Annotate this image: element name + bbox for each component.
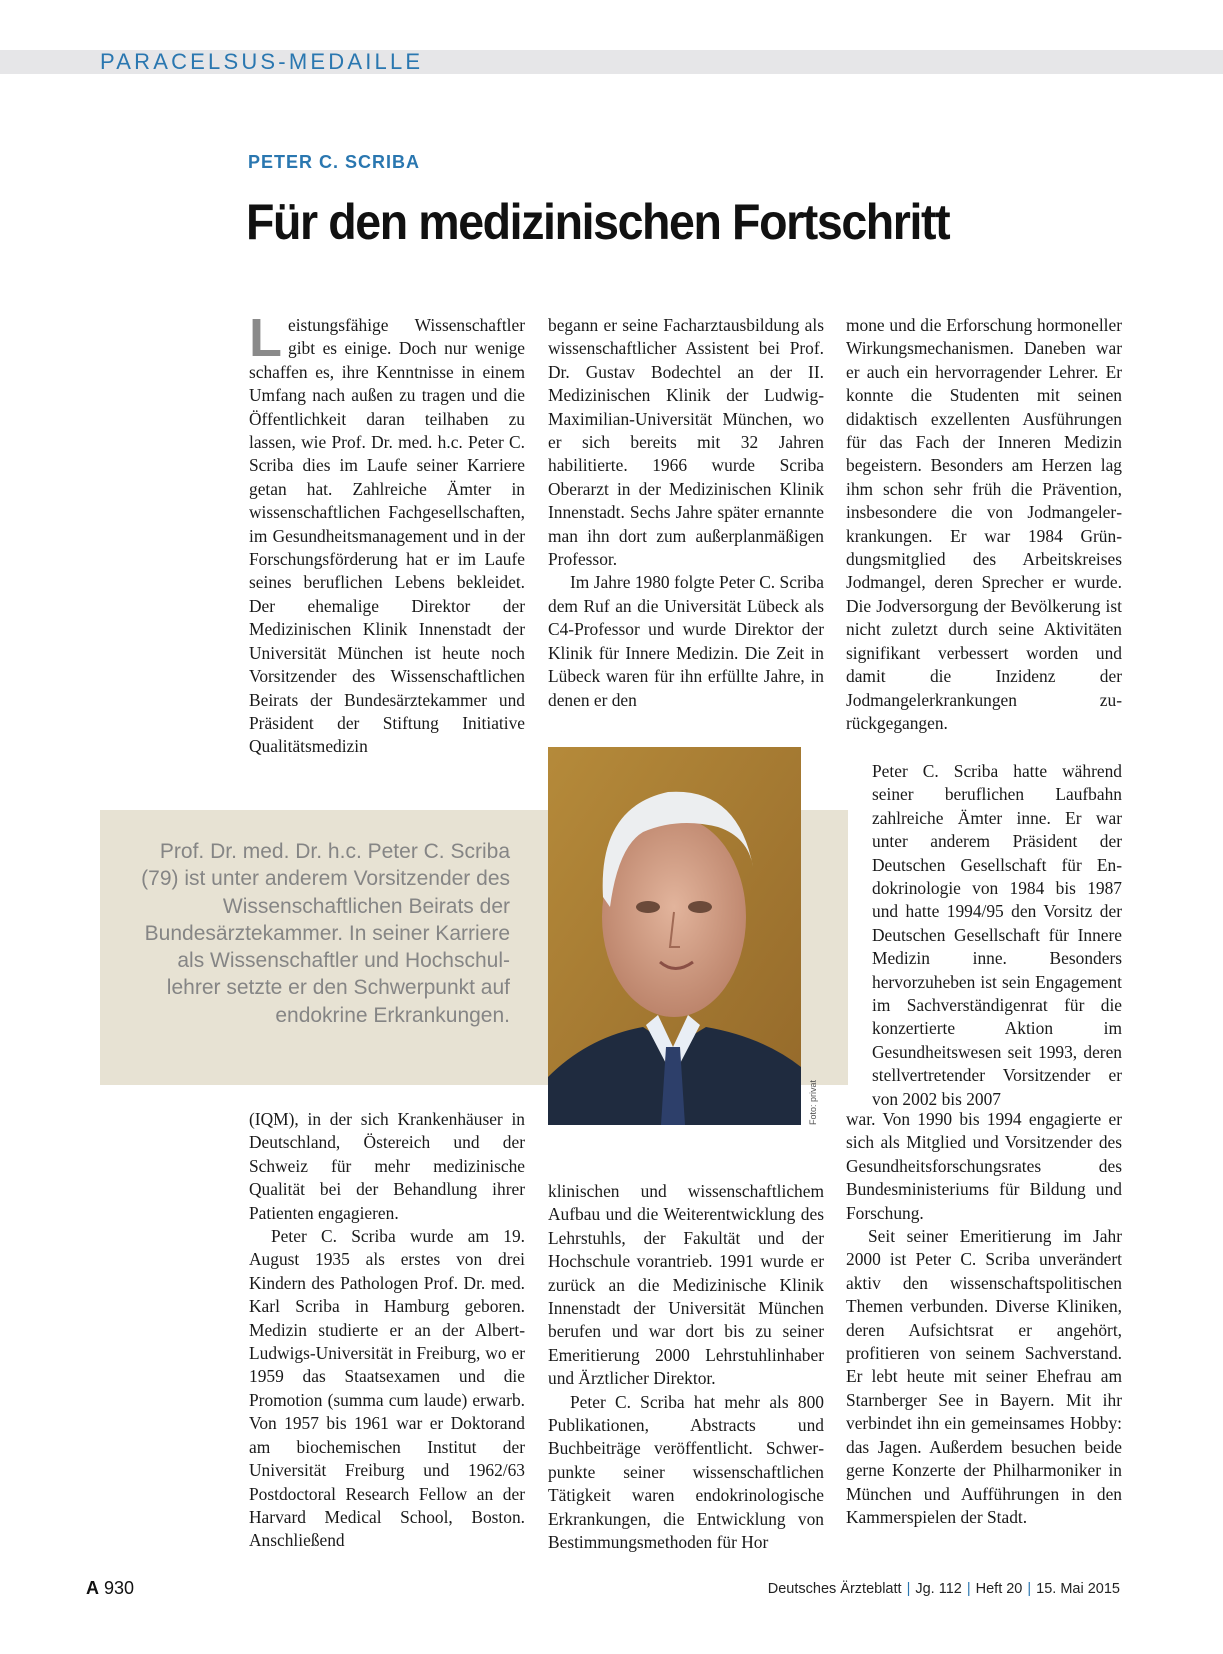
article-paragraph: Im Jahre 1980 folgte Peter C. Scriba dem Ruf an die Universität Lübeck als C4-Professor und wurde Direktor der Klinik für Innere Medizin. Die Zeit in Lübeck waren für ihn erfüllte Jahre, in denen er den xyxy=(548,572,824,710)
portrait-photo xyxy=(548,747,801,1125)
page-number xyxy=(86,1578,134,1599)
article-column-3-top xyxy=(846,314,1122,735)
article-paragraph: klinischen und wissenschaftlichem Aufbau und die Weiterentwicklung des Lehrstuhls, der Fakultät und der Hochschule vorantrieb. 1991 wurde er zurück an die Medizinische Klinik Innenstadt der Universität München berufen und war dort bis zu seiner Emeritierung 2000 Lehrstuhlinhaber und Ärztlicher Direktor. xyxy=(548,1181,824,1389)
journal-issue: Heft 20 xyxy=(975,1581,1023,1597)
article-text: eistungsfähige Wissenschaftler gibt es einige. Doch nur wenige schaffen es, ihre Kenntnisse in einem Umfang nach außen zu tragen und die Öffentlichkeit daran teilhaben zu lassen, wie Prof. Dr. med. h.c. Peter C. Scriba dies im Laufe seiner Karriere getan hat. Zahlreiche Ämter in wissenschaftlichen Fachgesellschaften, im Gesundheitsmanagement und in der Forschungsförderung hat er im Laufe seines beruflichen Lebens bekleidet. Der ehemalige Direktor der Medizinischen Klinik Innenstadt der Universität München ist heute noch Vorsitzender des Wissenschaftlichen Beirats der Bundesärztekammer und Präsident der Stiftung Initiative Qualitätsmedizin xyxy=(249,315,525,757)
separator: | xyxy=(906,1581,911,1597)
article-paragraph: Peter C. Scriba hatte während seiner beruflichen Laufbahn zahlreiche Ämter inne. Er war unter anderem Präsident der Deutschen Gesellschaft für Endokrinologie von 1984 bis 1987 und hatte 1994/95 den Vorsitz der Deutschen Gesellschaft für Innere Medizin inne. Besonders hervorzuheben ist sein Engagement im Sachverständigenrat für die konzertierte Aktion im Gesundheitswesen seit 1993, deren stellvertretender Vorsitzender er von 2002 bis 2007 xyxy=(872,761,1122,1109)
journal-name: Deutsches Ärzteblatt xyxy=(767,1581,902,1597)
article-column-1-bottom xyxy=(249,1108,525,1553)
article-headline: Für den medizinischen Fortschritt xyxy=(246,194,950,250)
article-paragraph: Peter C. Scriba hat mehr als 800 Publikationen, Abstracts und Buchbeiträge veröffentlicht. Schwerpunkte seiner wissenschaftlichen Tätigkeit waren endokrinologische Erkrankungen, die Entwicklung von Bestimmungsmethoden für Hor xyxy=(548,1391,824,1553)
article-paragraph: Peter C. Scriba wurde am 19. August 1935 als erstes von drei Kindern des Pathologen Prof. Dr. med. Karl Scriba in Hamburg geboren. Medizin studierte er an der Albert-Ludwigs-Universität in Freiburg, wo er 1959 das Staatsexamen und die Promotion (summa cum laude) erwarb. Von 1957 bis 1961 war er Doktorand am biochemischen Institut der Universität Freiburg und 1962/63 Postdoctoral Research Fellow an der Harvard Medical School, Boston. Anschließend xyxy=(249,1226,525,1551)
article-paragraph: war. Von 1990 bis 1994 engagierte er sich als Mitglied und Vorsitzender des Gesundheitsforschungsrates des Bundesministeriums für Bildung und Forschung. xyxy=(846,1109,1122,1223)
article-column-3-bottom xyxy=(846,1108,1122,1529)
article-column-3-middle xyxy=(872,760,1122,1111)
article-column-2-bottom xyxy=(548,1180,824,1555)
article-paragraph: mone und die Erforschung hormoneller Wirkungsmechanismen. Daneben war er auch ein hervorragender Lehrer. Er konnte die Studenten mit seinen didaktisch exzellenten Ausführungen für das Fach der Inneren Medizin begeistern. Besonders am Herzen lag ihm schon sehr früh die Prävention, insbesondere die von Jodmangelerkrankungen. Er war 1984 Gründungsmitglied des Arbeitskreises Jodmangel, deren Sprecher er wurde. Die Jodversorgung der Bevölkerung ist nicht zuletzt durch seine Aktivitäten signifikant verbessert worden und damit die Inzidenz der Jodmangelerkrankungen zurückgegangen. xyxy=(846,315,1122,733)
photo-credit: Foto: privat xyxy=(808,1079,818,1125)
journal-date: 15. Mai 2015 xyxy=(1036,1581,1120,1597)
article-column-1-top xyxy=(249,308,525,759)
article-paragraph: Seit seiner Emeritierung im Jahr 2000 ist Peter C. Scriba unverändert aktiv den wissenschaftspolitischen Themen verbunden. Diverse Kliniken, deren Aufsichtsrat er angehört, profitieren von seinem Sachverstand. Er lebt heute mit seiner Ehefrau am Starnberger See in Bayern. Mit ihr verbindet ihn ein gemeinsames Hobby: das Jagen. Außerdem besuchen beide gerne Konzerte der Philharmoniker in München und Aufführungen in den Kammerspielen der Stadt. xyxy=(846,1226,1122,1527)
footer-citation xyxy=(768,1581,1120,1597)
article-column-2-top xyxy=(548,314,824,712)
section-label: PARACELSUS-MEDAILLE xyxy=(100,49,424,74)
article-paragraph xyxy=(249,308,525,759)
article-kicker: PETER C. SCRIBA xyxy=(248,152,421,172)
journal-volume: Jg. 112 xyxy=(915,1581,962,1597)
separator: | xyxy=(1027,1581,1032,1597)
separator: | xyxy=(966,1581,971,1597)
info-box-text: Prof. Dr. med. Dr. h.c. Peter C. Scriba (79) ist unter anderem Vorsitzender des Wissenschaftlichen Beirats der Bundesärztekammer. In seiner Karriere als Wissenschaftler und Hochschullehrer setzte er den Schwerpunkt auf endokrine Erkrankungen. xyxy=(141,840,510,1027)
portrait-illustration xyxy=(548,747,801,1125)
page-number-value: 930 xyxy=(104,1578,135,1598)
article-paragraph: begann er seine Facharztausbildung als wissenschaftlicher Assistent bei Prof. Dr. Gustav Bodechtel an der II. Medizinischen Klinik der Ludwig-Maximilian-Universität München, wo er sich bereits mit 32 Jahren habilitierte. 1966 wurde Scriba Oberarzt in der Medizinischen Klinik Innenstadt. Sechs Jahre später ernannte man ihn dort zum außerplanmäßigen Professor. xyxy=(548,315,824,570)
drop-cap: L xyxy=(249,308,282,368)
article-paragraph: (IQM), in der sich Krankenhäuser in Deutschland, Östereich und der Schweiz für mehr medizinische Qualität bei der Behandlung ihrer Patienten engagieren. xyxy=(249,1109,525,1223)
page-prefix: A xyxy=(86,1578,99,1598)
